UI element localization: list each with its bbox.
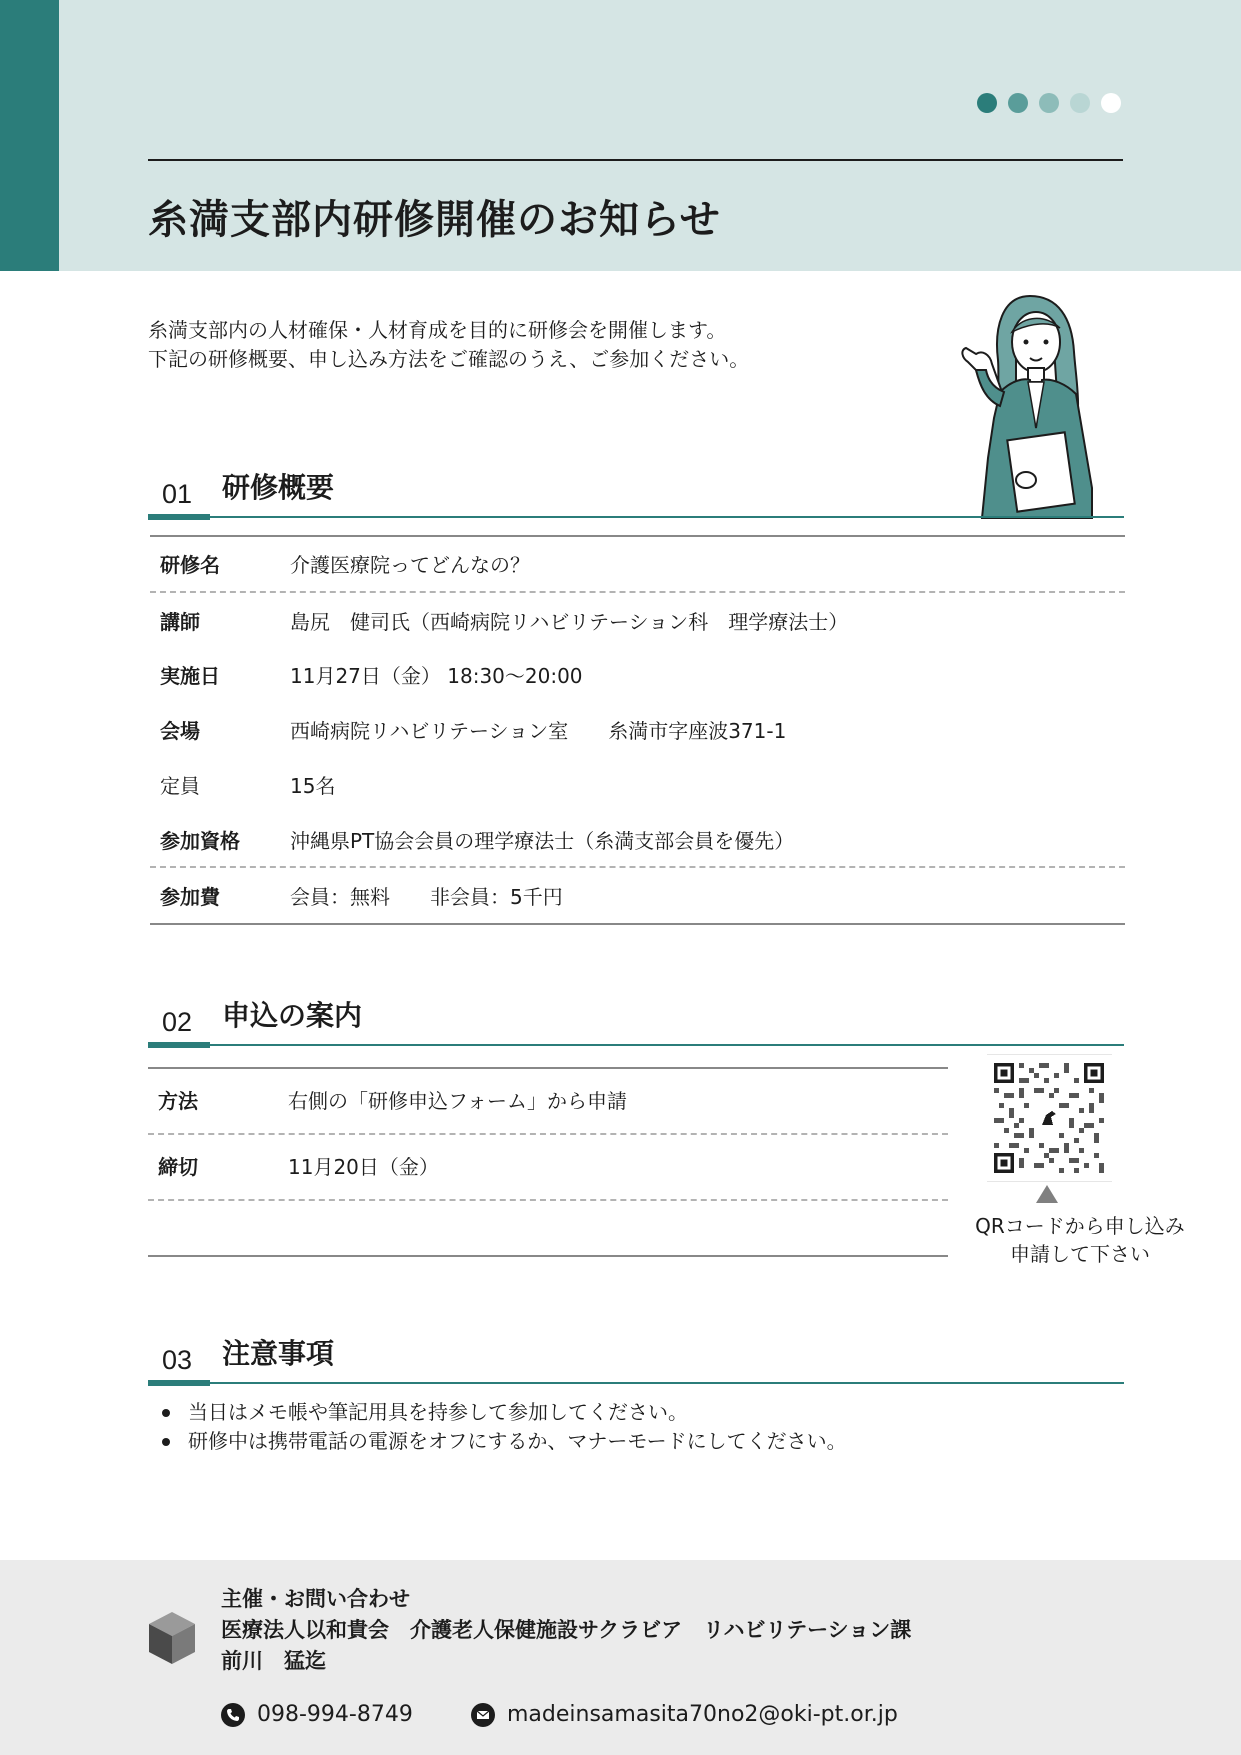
intro-line-2: 下記の研修概要、申し込み方法をご確認のうえ、ご参加ください。: [148, 347, 750, 371]
table-row: [150, 534, 1125, 589]
section-title: 注意事項: [222, 1337, 335, 1370]
row-label: 締切: [158, 1155, 198, 1179]
row-value: 介護医療院ってどんなの？: [290, 553, 530, 577]
section-accent: [148, 1380, 210, 1386]
qr-caption-line-2: 申請して下さい: [1010, 1242, 1150, 1266]
table-row: [150, 866, 1125, 921]
dot-4: [1070, 93, 1090, 113]
table-row: [150, 645, 1125, 700]
row-label: 実施日: [160, 664, 220, 688]
row-value: 15名: [290, 774, 336, 798]
organizer-name: 医療法人以和貴会 介護老人保健施設サクラビア リハビリテーション課: [221, 1618, 912, 1642]
table-row: [148, 1070, 948, 1125]
table-bottom-rule: [148, 1255, 948, 1257]
section-application-header: [148, 996, 1124, 1046]
email-address: madeinsamasita70no2@oki-pt.or.jp: [507, 1702, 898, 1727]
section-accent: [148, 514, 210, 520]
phone-icon: [221, 1703, 245, 1727]
table-row: [150, 591, 1125, 646]
section-rule: [148, 516, 1124, 518]
decorative-dots: [977, 93, 1121, 113]
table-row: [150, 810, 1125, 865]
cube-logo-icon: [147, 1610, 197, 1670]
qr-caption: [960, 1212, 1200, 1268]
intro-line-1: 糸満支部内の人材確保・人材育成を目的に研修会を開催します。: [148, 318, 727, 342]
row-label: 定員: [160, 774, 200, 798]
row-label: 参加資格: [160, 829, 240, 853]
row-label: 会場: [160, 719, 200, 743]
section-title: 研修概要: [222, 471, 335, 504]
row-value: 右側の「研修申込フォーム」から申請: [288, 1089, 627, 1113]
row-label: 方法: [158, 1089, 198, 1113]
dot-1: [977, 93, 997, 113]
row-value: 西崎病院リハビリテーション室 糸満市字座波371-1: [290, 719, 787, 743]
row-value: 会員：無料 非会員：5千円: [290, 885, 563, 909]
phone-contact[interactable]: [221, 1702, 413, 1727]
list-item: 研修中は携帯電話の電源をオフにするか、マナーモードにしてください。: [160, 1427, 847, 1456]
header-side-bar: [0, 0, 59, 271]
intro-text: [148, 316, 749, 374]
organizer-heading: 主催・お問い合わせ: [221, 1587, 410, 1611]
section-rule: [148, 1382, 1124, 1384]
qr-caption-line-1: QRコードから申し込み: [975, 1214, 1185, 1238]
mail-icon: [471, 1703, 495, 1727]
row-divider: [148, 1133, 948, 1135]
row-label: 研修名: [160, 553, 220, 577]
row-value: 11月20日（金）: [288, 1155, 439, 1179]
table-row: [148, 1136, 948, 1191]
contact-person: 前川 猛迄: [221, 1649, 326, 1673]
qr-code[interactable]: [987, 1054, 1112, 1182]
page-title: 糸満支部内研修開催のお知らせ: [148, 197, 721, 243]
phone-number: 098-994-8749: [257, 1702, 413, 1727]
dot-3: [1039, 93, 1059, 113]
row-label: 講師: [160, 610, 200, 634]
section-number: 03: [162, 1345, 193, 1375]
section-number: 02: [162, 1007, 193, 1037]
notes-list: [160, 1398, 847, 1456]
header-rule: [148, 159, 1123, 161]
dot-5: [1101, 93, 1121, 113]
organizer-block: [221, 1584, 911, 1677]
section-rule: [148, 1044, 1124, 1046]
section-accent: [148, 1042, 210, 1048]
row-value: 11月27日（金） 18:30～20:00: [290, 664, 583, 688]
email-contact[interactable]: [471, 1702, 898, 1727]
row-value: 沖縄県PT協会会員の理学療法士（糸満支部会員を優先）: [290, 829, 795, 853]
section-overview-header: [148, 468, 1124, 518]
row-divider: [148, 1199, 948, 1201]
section-title: 申込の案内: [222, 999, 363, 1032]
table-bottom-rule: [150, 923, 1125, 925]
dot-2: [1008, 93, 1028, 113]
section-number: 01: [162, 479, 193, 509]
row-value: 島尻 健司氏（西崎病院リハビリテーション科 理学療法士）: [290, 610, 849, 634]
arrow-up-icon: [1036, 1185, 1058, 1203]
table-row: [150, 755, 1125, 810]
list-item: 当日はメモ帳や筆記用具を持参して参加してください。: [160, 1398, 847, 1427]
row-label: 参加費: [160, 885, 220, 909]
section-notes-header: [148, 1334, 1124, 1384]
table-top-rule: [148, 1067, 948, 1069]
table-row: [150, 700, 1125, 755]
